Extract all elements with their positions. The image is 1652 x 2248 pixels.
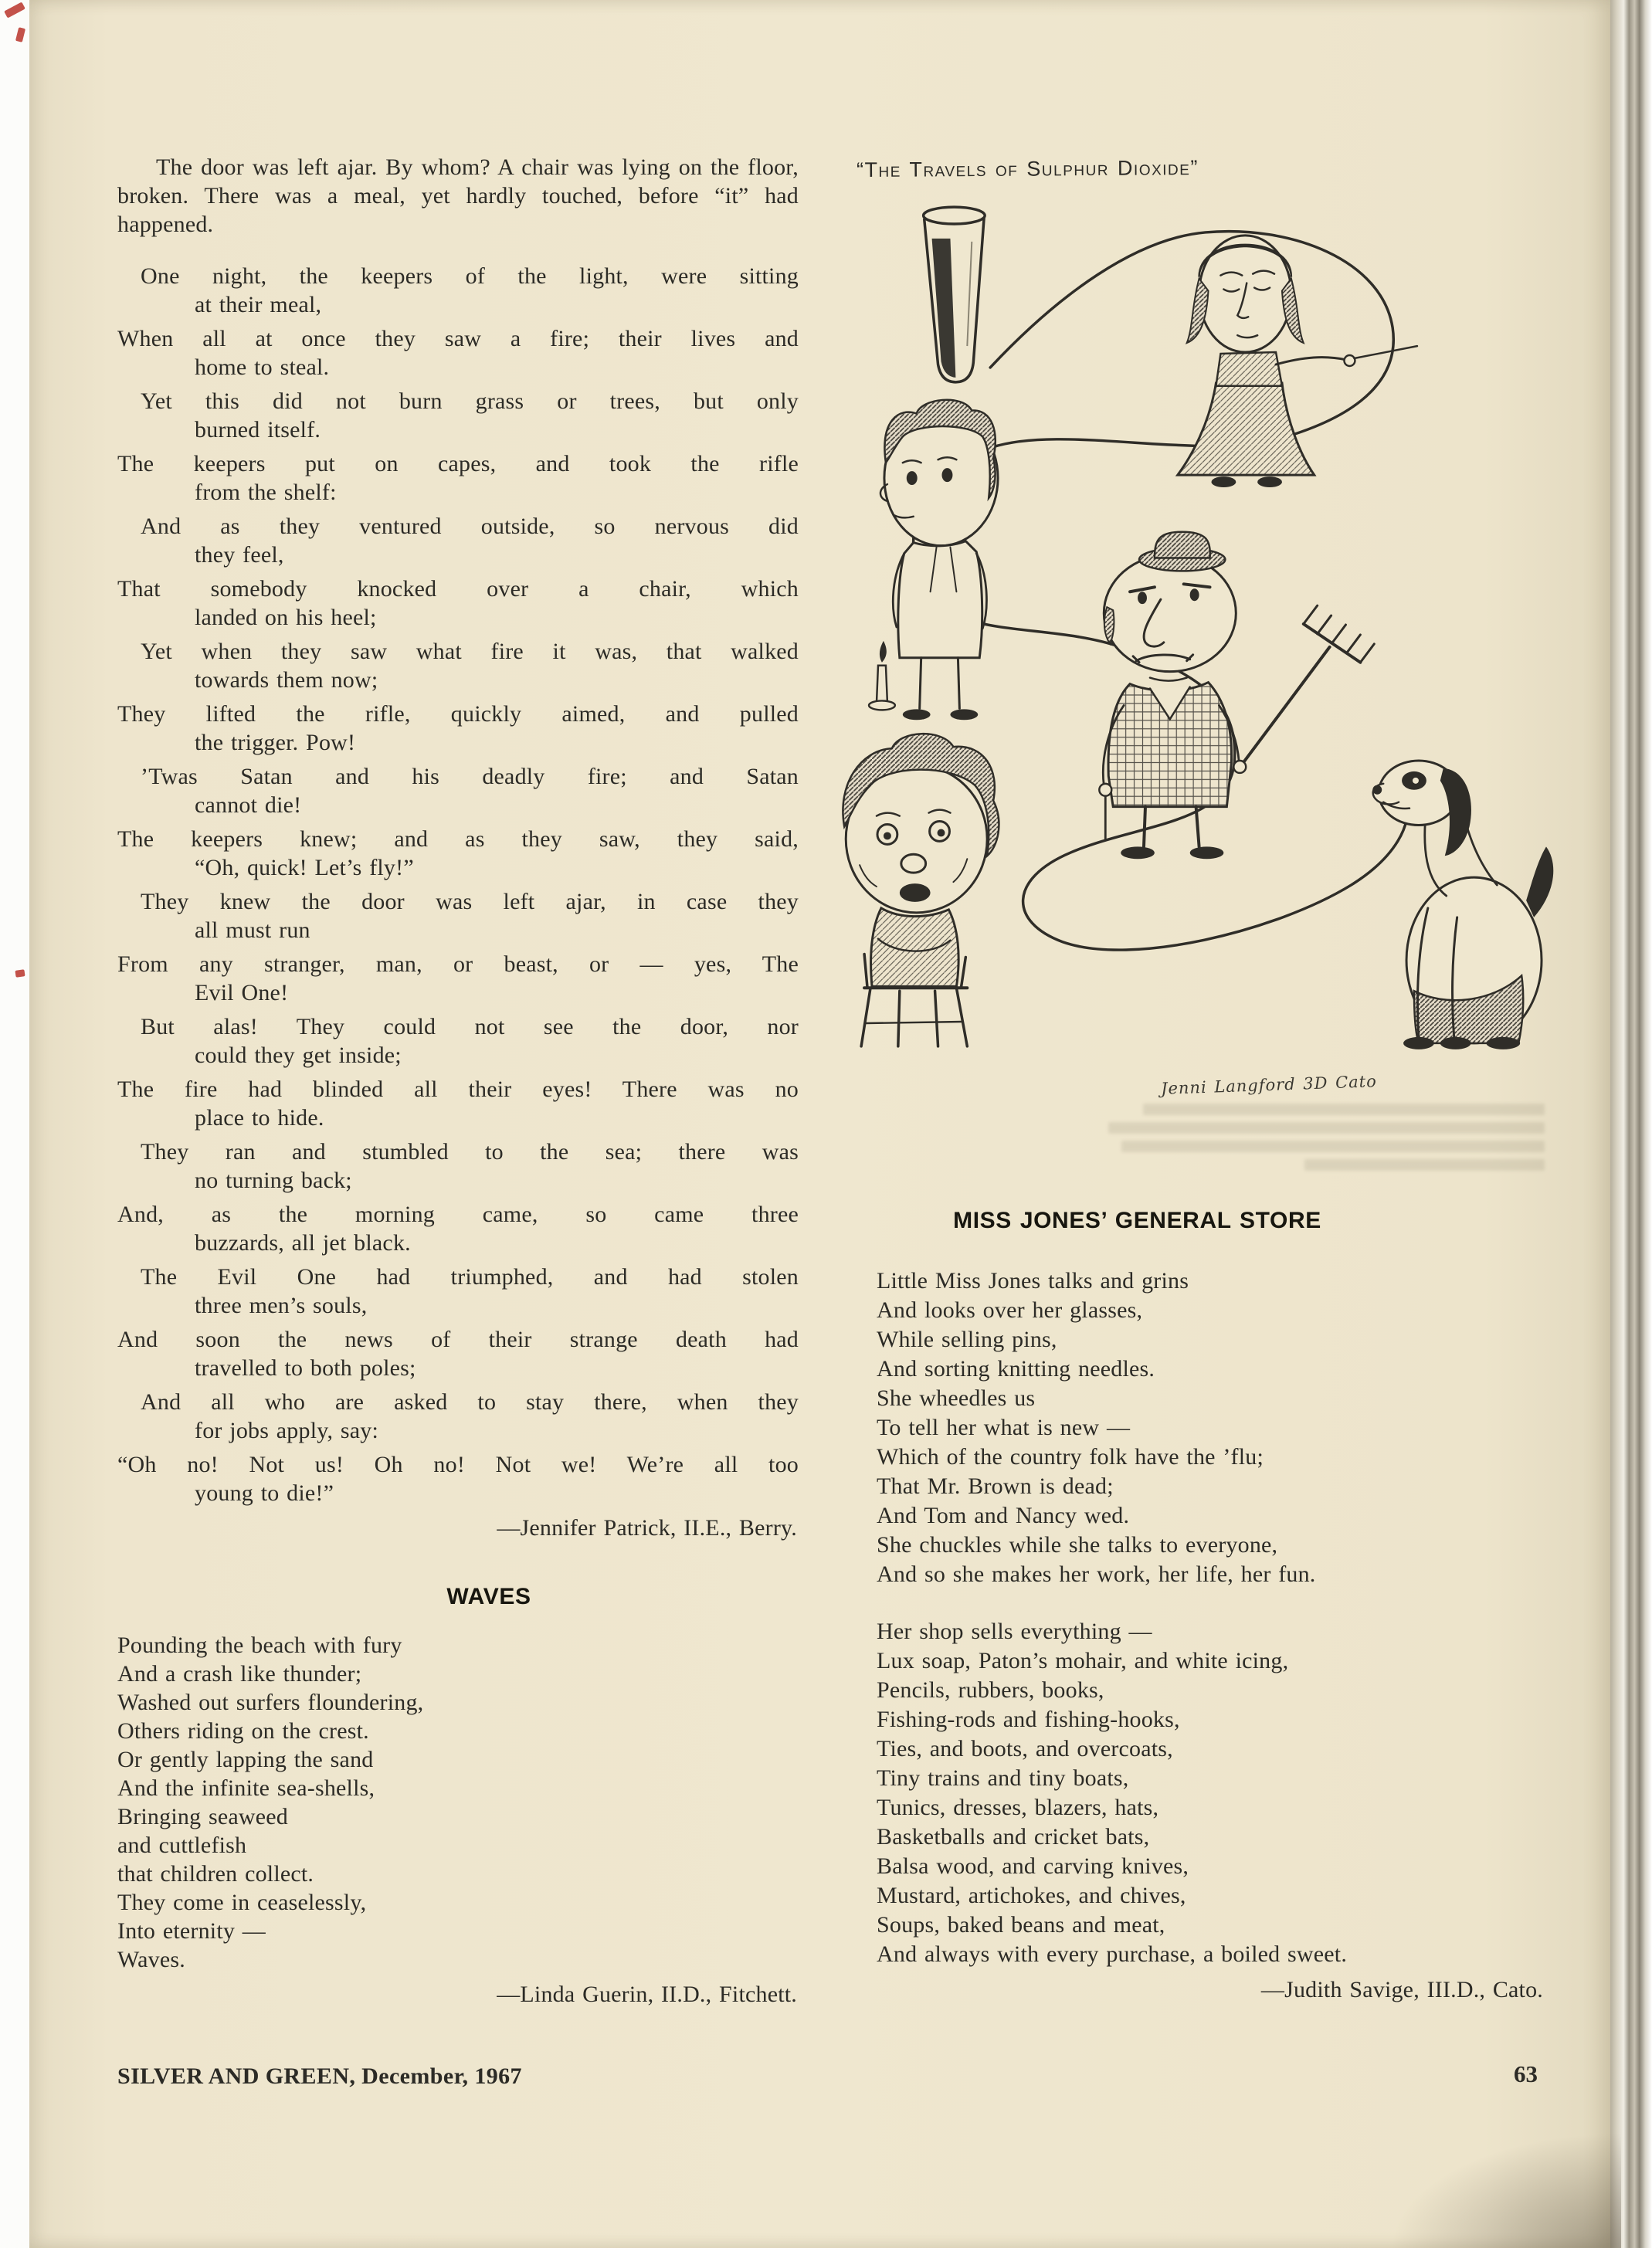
page-corner-shadow (1389, 2132, 1621, 2248)
poem-line: And soon the news of their strange death had (117, 1327, 799, 1352)
page-number: 63 (1514, 2060, 1538, 2087)
poem-line: for jobs apply, say: (195, 1418, 379, 1443)
poem-verse (117, 1075, 799, 1132)
poem-line: Little Miss Jones talks and grins (877, 1268, 1189, 1294)
farmer-figure (1099, 532, 1374, 860)
poem-line: towards them now; (195, 667, 378, 693)
footer-journal-line: SILVER AND GREEN, December, 1967 (117, 2063, 522, 2089)
poem-line: And sorting knitting needles. (877, 1356, 1155, 1382)
poem-line: That somebody knocked over a chair, which (117, 576, 799, 602)
poem-line: When all at once they saw a fire; their lives and (117, 326, 799, 351)
poem-line: Tiny trains and tiny boats, (877, 1765, 1129, 1791)
poem-line: at their meal, (195, 292, 322, 317)
poem-verse (117, 1388, 799, 1445)
poem-line: Mustard, artichokes, and chives, (877, 1883, 1186, 1908)
poem-line: “Oh, quick! Let’s fly!” (195, 855, 414, 880)
poem-line: Pounding the beach with fury (117, 1633, 402, 1658)
poem-verse (117, 762, 799, 819)
poem-line: home to steal. (195, 354, 330, 380)
poem-line: Waves. (117, 1947, 185, 1972)
poem-line: Which of the country folk have the ’flu; (877, 1444, 1264, 1470)
poem-verse (117, 1325, 799, 1382)
poem-line: Or gently lapping the sand (117, 1747, 374, 1772)
poem-line: Ties, and boots, and overcoats, (877, 1736, 1173, 1761)
poem-line: the trigger. Pow! (195, 730, 356, 755)
poem-line: Lux soap, Paton’s mohair, and white icing, (877, 1648, 1289, 1673)
poem-line: The Evil One had triumphed, and had stolen (141, 1264, 799, 1290)
poem-line: From any stranger, man, or beast, or — yes, The (117, 951, 799, 977)
poem-line: And a crash like thunder; (117, 1661, 362, 1687)
poem-verse (117, 700, 799, 757)
poem-line: young to die!” (195, 1480, 334, 1506)
poem-verse (117, 1263, 799, 1320)
right-column (856, 153, 1545, 2005)
poem-verse (117, 387, 799, 444)
poem-line: And Tom and Nancy wed. (877, 1503, 1130, 1528)
poem-line: Evil One! (195, 980, 289, 1005)
poem-store-stanza-1 (877, 1266, 1545, 1589)
poem-line: Soups, baked beans and meat, (877, 1912, 1165, 1938)
poem-line: and cuttlefish (117, 1833, 247, 1858)
poem-line: And so she makes her work, her life, her fun. (877, 1561, 1316, 1587)
heading-miss-jones-general-store: MISS JONES’ GENERAL STORE (953, 1208, 1321, 1233)
poem-verse (117, 1012, 799, 1070)
poem-line: And all who are asked to stay there, when they (141, 1389, 799, 1415)
poem-line: that children collect. (117, 1861, 314, 1887)
poem-line: Her shop sells everything — (877, 1619, 1152, 1644)
poem-line: The keepers put on capes, and took the rifle (117, 451, 799, 476)
poem-line: And always with every purchase, a boiled sweet. (877, 1941, 1348, 1967)
poem-verse (117, 1200, 799, 1257)
poem-line: They lifted the rifle, quickly aimed, and pulled (117, 701, 799, 727)
poem-verse (117, 1138, 799, 1195)
poem-line: Balsa wood, and carving knives, (877, 1853, 1189, 1879)
poem-line: “Oh no! Not us! Oh no! Not we! We’re all too (117, 1452, 799, 1477)
poem-line: Others riding on the crest. (117, 1718, 369, 1744)
scan-margin-left (0, 0, 29, 2248)
poem-line: Pencils, rubbers, books, (877, 1677, 1104, 1703)
cartoon-caption: “The Travels of Sulphur Dioxide” (856, 156, 1199, 182)
poem-line: travelled to both poles; (195, 1355, 416, 1381)
woman-figure (1178, 236, 1417, 487)
poem-line: all must run (195, 917, 310, 943)
poem-line: Basketballs and cricket bats, (877, 1824, 1150, 1850)
poem-line: Fishing-rods and fishing-hooks, (877, 1707, 1180, 1732)
poem-verse (117, 887, 799, 944)
poem-line: burned itself. (195, 417, 321, 442)
poem-line: While selling pins, (877, 1327, 1057, 1352)
poem-verse (117, 575, 799, 632)
dog-figure (1372, 761, 1553, 1049)
poem-line: from the shelf: (195, 480, 337, 505)
byline-jennifer-patrick: —Jennifer Patrick, II.E., Berry. (497, 1515, 797, 1541)
poem-line: That Mr. Brown is dead; (877, 1473, 1114, 1499)
poem-line: The fire had blinded all their eyes! There was no (117, 1077, 799, 1102)
cartoon-signature: Jenni Langford 3D Cato (1160, 1072, 1378, 1098)
poem-verse (117, 449, 799, 507)
poem-line: And looks over her glasses, (877, 1297, 1143, 1323)
cartoon-illustration (877, 190, 1545, 1063)
ink-bleedthrough (1108, 1097, 1545, 1178)
poem-line: One night, the keepers of the light, were sitting (141, 263, 799, 289)
ink-speck (4, 2, 25, 18)
byline-linda-guerin: —Linda Guerin, II.D., Fitchett. (497, 1982, 797, 2007)
ink-speck (15, 27, 25, 42)
test-tube (924, 207, 985, 382)
poem-verse (117, 1450, 799, 1507)
ink-speck (15, 969, 25, 978)
poem-line: Yet this did not burn grass or trees, but only (141, 388, 799, 414)
poem-line: To tell her what is new — (877, 1415, 1131, 1440)
poem-line: place to hide. (195, 1105, 324, 1131)
poem-line: three men’s souls, (195, 1293, 368, 1318)
poem-line: And as they ventured outside, so nervous did (141, 514, 799, 539)
candle (869, 641, 895, 710)
left-column (117, 153, 799, 2009)
byline-judith-savige: —Judith Savige, III.D., Cato. (1260, 1977, 1543, 2002)
poem-line: Tunics, dresses, blazers, hats, (877, 1795, 1159, 1820)
poem-verse (117, 512, 799, 569)
poem-line: Bringing seaweed (117, 1804, 288, 1829)
boy-figure (869, 400, 998, 721)
poem-keepers (117, 262, 799, 1507)
poem-verse (117, 637, 799, 694)
poem-line: ’Twas Satan and his deadly fire; and Satan (141, 764, 799, 789)
poem-line: cannot die! (195, 792, 302, 818)
heading-waves: WAVES (446, 1584, 531, 1609)
poem-verse (117, 825, 799, 882)
poem-verse (117, 324, 799, 381)
poem-line: They ran and stumbled to the sea; there was (141, 1139, 799, 1165)
poem-line: They knew the door was left ajar, in case they (141, 889, 799, 914)
poem-line: The keepers knew; and as they saw, they said, (117, 826, 799, 852)
poem-line: no turning back; (195, 1168, 352, 1193)
poem-line: They come in ceaselessly, (117, 1890, 367, 1915)
poem-line: Into eternity — (117, 1918, 266, 1944)
poem-store-stanza-2 (877, 1617, 1545, 1969)
poem-verse (117, 950, 799, 1007)
magazine-page (29, 0, 1610, 2248)
book-binding-edge (1610, 0, 1652, 2248)
poem-line: they feel, (195, 542, 284, 568)
poem-waves (117, 1631, 799, 1974)
poem-line: But alas! They could not see the door, nor (141, 1014, 799, 1039)
intro-paragraph: The door was left ajar. By whom? A chair was lying on the floor, broken. There was a meal, yet hardly touched, before “it” had happened. (117, 154, 799, 237)
poem-line: buzzards, all jet black. (195, 1230, 411, 1256)
poem-line: landed on his heel; (195, 605, 377, 630)
poem-line: Yet when they saw what fire it was, that walked (141, 639, 799, 664)
poem-line: And, as the morning came, so came three (117, 1202, 799, 1227)
seated-woman-figure (843, 734, 999, 1046)
poem-line: And the infinite sea-shells, (117, 1775, 375, 1801)
poem-line: could they get inside; (195, 1043, 402, 1068)
poem-line: Washed out surfers floundering, (117, 1690, 424, 1715)
poem-line: She wheedles us (877, 1385, 1036, 1411)
rake (1243, 605, 1374, 762)
poem-line: She chuckles while she talks to everyone, (877, 1532, 1278, 1558)
poem-verse (117, 262, 799, 319)
